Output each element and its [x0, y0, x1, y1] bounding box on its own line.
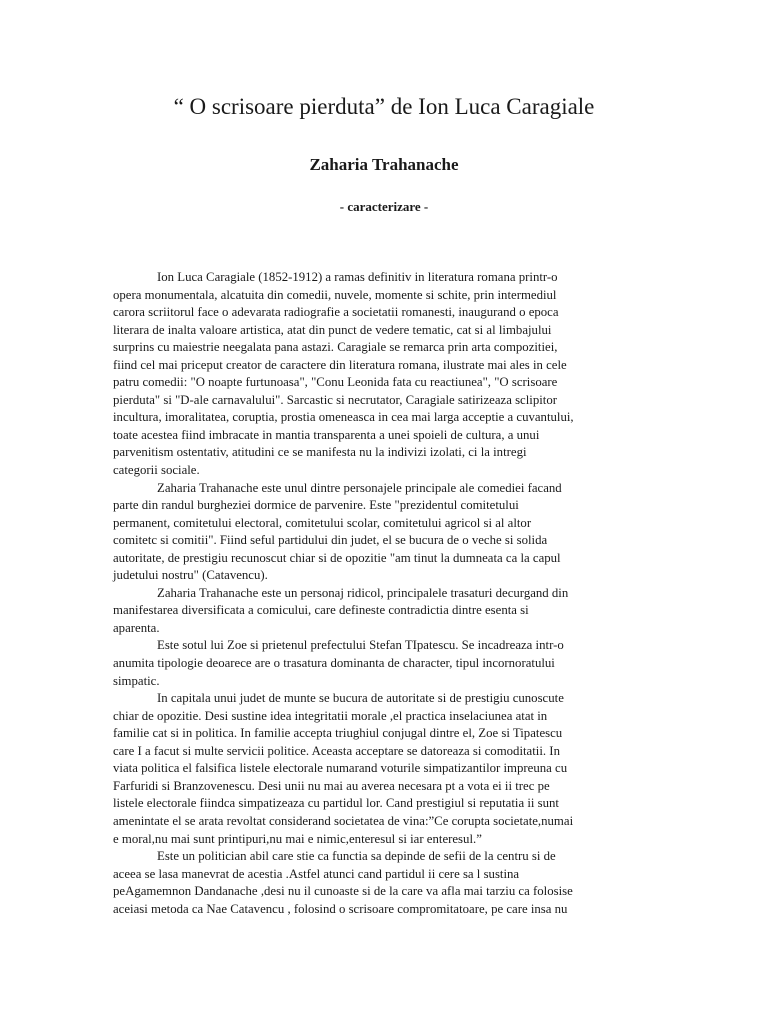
body-line: incultura, imoralitatea, coruptia, prostia omeneasca in cea mai larga acceptie a cuvantului, — [113, 410, 574, 425]
body-line: In capitala unui judet de munte se bucura de autoritate si de prestigiu cunoscute — [157, 691, 564, 706]
body-line: pierduta" si "D-ale carnavalului". Sarcastic si necrutator, Caragiale satirizeaza sclipitor — [113, 392, 558, 407]
body-line: care I a facut si multe servicii politice. Aceasta acceptare se datoreaza si comoditatii. In — [113, 743, 560, 758]
document-body — [113, 269, 661, 918]
body-line: manifestarea diversificata a comicului, care defineste contradictia dintre esenta si — [113, 603, 529, 618]
body-line: aceea se lasa manevrat de acestia .Astfel atunci cand partidul ii cere sa l sustina — [113, 866, 520, 881]
body-line: parvenitism ostentativ, atitudini ce se manifesta nu la indivizi izolati, ci la intregi — [113, 445, 527, 460]
body-line: carora scriitorul face o adevarata radiografie a societatii romanesti, inaugurand o epoca — [113, 305, 559, 320]
body-line: chiar de opozitie. Desi sustine idea integritatii morale ,el practica inselaciunea atat in — [113, 708, 548, 723]
body-line: literara de inalta valoare artistica, atat din punct de vedere tematic, cat si al limbajului — [113, 322, 552, 337]
body-line: amenintate el se arata revoltat considerand societatea de vina:”Ce corupta societate,numai — [113, 813, 574, 828]
body-line: aceiasi metoda ca Nae Catavencu , folosind o scrisoare compromitatoare, pe care insa nu — [113, 901, 568, 916]
body-line: familie cat si in politica. In familie accepta triughiul conjugal dintre el, Zoe si Tipatescu — [113, 726, 563, 741]
body-line: patru comedii: "O noapte furtunoasa", "Conu Leonida fata cu reactiunea", "O scrisoare — [113, 375, 558, 390]
body-line: permanent, comitetului electoral, comitetului scolar, comitetului agricol si al altor — [113, 515, 532, 530]
body-line: Este sotul lui Zoe si prietenul prefectului Stefan TIpatescu. Se incadreaza intr-o — [157, 638, 564, 653]
body-line: anumita tipologie deoarece are o trasatura dominanta de character, tipul incornoratului — [113, 656, 555, 671]
body-line: Este un politician abil care stie ca functia sa depinde de sefii de la centru si de — [157, 849, 556, 864]
body-line: surprins cu maiestrie neegalata pana astazi. Caragiale se remarca prin arta compozitiei, — [113, 340, 558, 355]
body-line: viata politica el falsifica listele electorale numarand voturile simpatizantilor impreuna cu — [113, 761, 568, 776]
body-line: Ion Luca Caragiale (1852-1912) a ramas definitiv in literatura romana printr-o — [157, 270, 558, 284]
body-line: comitetc si comitii". Fiind seful partidului din judet, el se bucura de o veche si solida — [113, 533, 548, 548]
body-line: Zaharia Trahanache este un personaj ridicol, principalele trasaturi decurgand din — [157, 585, 569, 600]
body-line: parte din randul burgheziei dormice de parvenire. Este "prezidentul comitetului — [113, 498, 519, 513]
body-line: simpatic. — [113, 673, 160, 688]
body-line: judetului nostru" (Catavencu). — [113, 568, 268, 583]
body-line: e moral,nu mai sunt printipuri,nu mai e nimic,enteresul si iar enteresul.” — [113, 831, 482, 846]
document-title: “ O scrisoare pierduta” de Ion Luca Caragiale — [173, 94, 595, 119]
body-line: Zaharia Trahanache este unul dintre personajele principale ale comediei facand — [157, 480, 562, 495]
body-line: peAgamemnon Dandanache ,desi nu il cunoaste si de la care va afla mai tarziu ca folosise — [113, 884, 573, 899]
body-line: toate acestea fiind imbracate in mantia transparenta a unei spoieli de cultura, a unui — [113, 427, 540, 442]
body-line: listele electorale fiindca simpatizeaza cu partidul lor. Cand prestigiul si reputatia ii sunt — [113, 796, 559, 811]
body-line: Farfuridi si Branzovenescu. Desi unii nu mai au averea necesara pt a vota ei ii trec pe — [113, 778, 550, 793]
document-subtitle: Zaharia Trahanache — [309, 155, 459, 174]
document-tag: - caracterizare - — [339, 199, 429, 214]
body-line: aparenta. — [113, 620, 160, 635]
body-line: opera monumentala, alcatuita din comedii, nuvele, momente si schite, prin intermediul — [113, 287, 557, 302]
body-line: fiind cel mai priceput creator de caractere din literatura romana, ilustrate mai ales in cele — [113, 357, 567, 372]
body-line: autoritate, de prestigiu recunoscut chiar si de opozitie "am tinut la dumneata ca la capul — [113, 550, 561, 565]
body-line: categorii sociale. — [113, 463, 200, 478]
